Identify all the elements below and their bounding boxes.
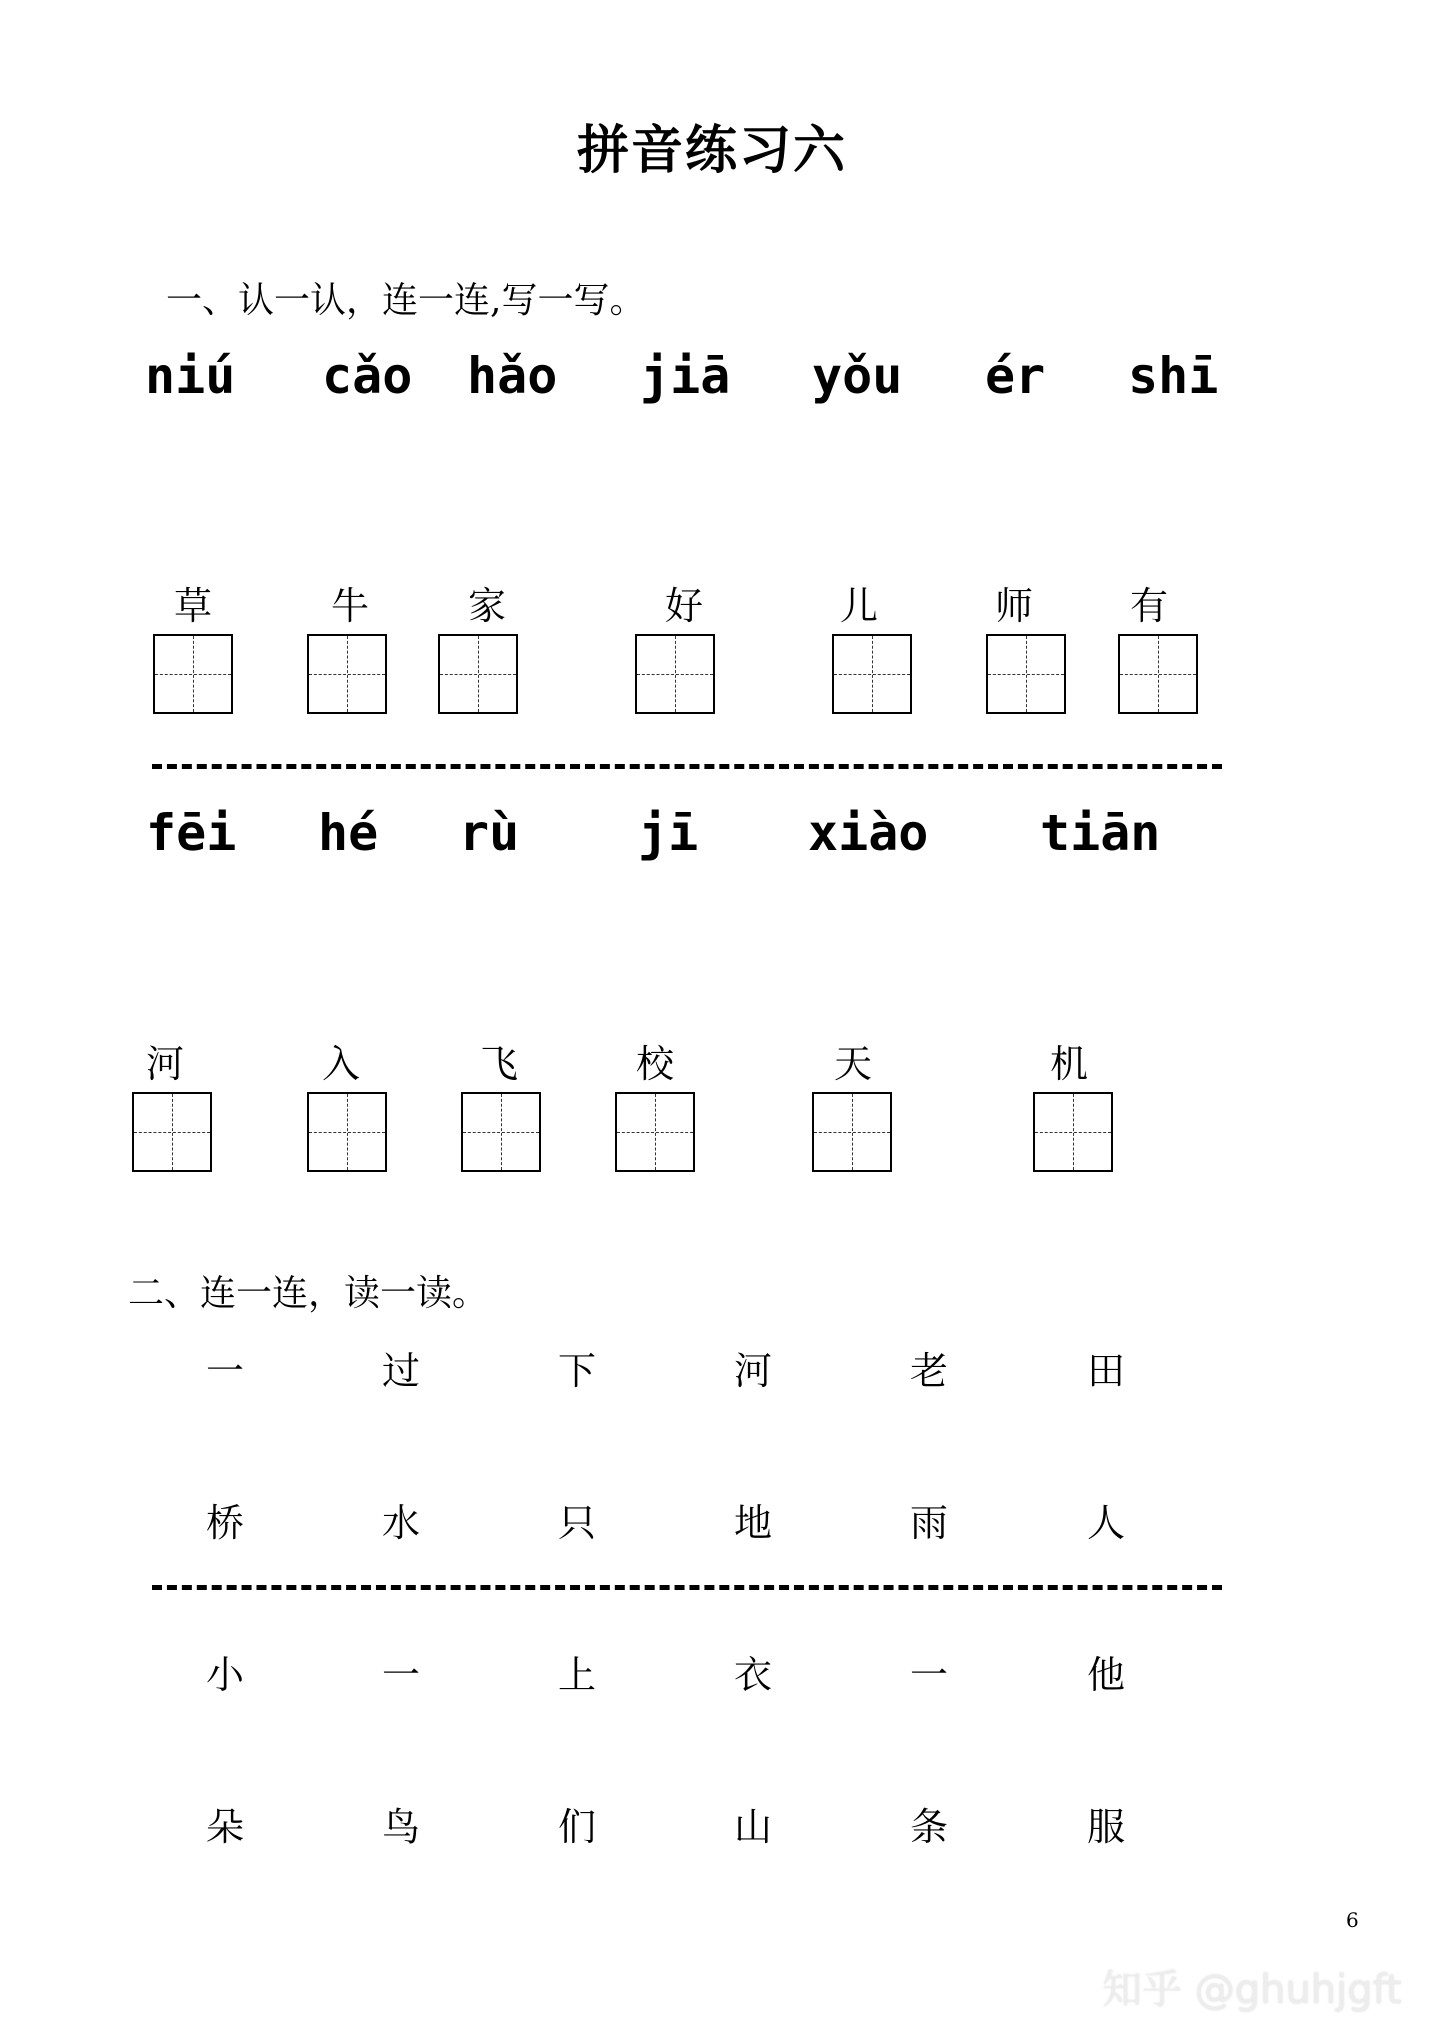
pinyin-cao: cǎo bbox=[322, 347, 413, 405]
match-char: 下 bbox=[558, 1349, 597, 1393]
pinyin-xiao: xiào bbox=[808, 804, 929, 862]
match-char: 一 bbox=[382, 1653, 421, 1697]
match-char: 老 bbox=[910, 1349, 949, 1393]
writing-box[interactable] bbox=[461, 1092, 541, 1172]
char-ru: 入 bbox=[322, 1042, 361, 1086]
match-char: 人 bbox=[1087, 1501, 1126, 1545]
match-char: 他 bbox=[1087, 1653, 1126, 1697]
writing-box[interactable] bbox=[132, 1092, 212, 1172]
char-cao: 草 bbox=[174, 584, 213, 628]
match-char: 服 bbox=[1087, 1805, 1126, 1849]
char-tian: 天 bbox=[834, 1042, 873, 1086]
match-char: 上 bbox=[558, 1653, 597, 1697]
writing-box[interactable] bbox=[307, 1092, 387, 1172]
match-char: 水 bbox=[382, 1501, 421, 1545]
divider-dashed bbox=[152, 1585, 1222, 1590]
match-char: 衣 bbox=[734, 1653, 773, 1697]
writing-box[interactable] bbox=[1118, 634, 1198, 714]
char-niu: 牛 bbox=[331, 584, 370, 628]
match-char: 桥 bbox=[206, 1501, 245, 1545]
pinyin-ji: jī bbox=[638, 804, 699, 862]
match-char: 过 bbox=[382, 1349, 421, 1393]
match-char: 雨 bbox=[910, 1501, 949, 1545]
match-char: 河 bbox=[734, 1349, 773, 1393]
section2-heading: 二、连一连，读一读。 bbox=[128, 1273, 489, 1314]
char-ji: 机 bbox=[1050, 1042, 1089, 1086]
writing-box[interactable] bbox=[615, 1092, 695, 1172]
pinyin-er: ér bbox=[985, 347, 1046, 405]
match-char: 地 bbox=[734, 1501, 773, 1545]
match-char: 小 bbox=[206, 1653, 245, 1697]
pinyin-fei: fēi bbox=[146, 804, 237, 862]
match-char: 们 bbox=[558, 1805, 597, 1849]
writing-box[interactable] bbox=[307, 634, 387, 714]
char-jia: 家 bbox=[468, 584, 507, 628]
divider-dashed bbox=[152, 764, 1222, 769]
pinyin-you: yǒu bbox=[812, 347, 903, 405]
char-he: 河 bbox=[146, 1042, 185, 1086]
writing-box[interactable] bbox=[832, 634, 912, 714]
pinyin-shi: shī bbox=[1128, 347, 1219, 405]
char-fei: 飞 bbox=[480, 1042, 519, 1086]
match-char: 条 bbox=[910, 1805, 949, 1849]
pinyin-tian: tiān bbox=[1040, 804, 1161, 862]
pinyin-niu: niú bbox=[145, 347, 236, 405]
page-number: 6 bbox=[1346, 1908, 1359, 1932]
section1-heading: 一、认一认，连一连,写一写。 bbox=[166, 280, 646, 321]
char-er: 儿 bbox=[840, 584, 879, 628]
pinyin-hao: hǎo bbox=[467, 347, 558, 405]
writing-box[interactable] bbox=[986, 634, 1066, 714]
match-char: 只 bbox=[558, 1501, 597, 1545]
match-char: 一 bbox=[206, 1349, 245, 1393]
char-xiao: 校 bbox=[636, 1042, 675, 1086]
char-hao: 好 bbox=[665, 584, 704, 628]
writing-box[interactable] bbox=[153, 634, 233, 714]
writing-box[interactable] bbox=[1033, 1092, 1113, 1172]
match-char: 鸟 bbox=[382, 1805, 421, 1849]
page-title: 拼音练习六 bbox=[576, 120, 847, 181]
match-char: 田 bbox=[1087, 1349, 1126, 1393]
writing-box[interactable] bbox=[635, 634, 715, 714]
char-shi: 师 bbox=[995, 584, 1034, 628]
watermark: 知乎 @ghuhjgft bbox=[1102, 1967, 1402, 2013]
match-char: 一 bbox=[910, 1653, 949, 1697]
match-char: 山 bbox=[734, 1805, 773, 1849]
pinyin-ru: rù bbox=[459, 804, 520, 862]
match-char: 朵 bbox=[206, 1805, 245, 1849]
pinyin-he: hé bbox=[318, 804, 379, 862]
char-you: 有 bbox=[1130, 584, 1169, 628]
writing-box[interactable] bbox=[438, 634, 518, 714]
writing-box[interactable] bbox=[812, 1092, 892, 1172]
pinyin-jia: jiā bbox=[640, 347, 731, 405]
